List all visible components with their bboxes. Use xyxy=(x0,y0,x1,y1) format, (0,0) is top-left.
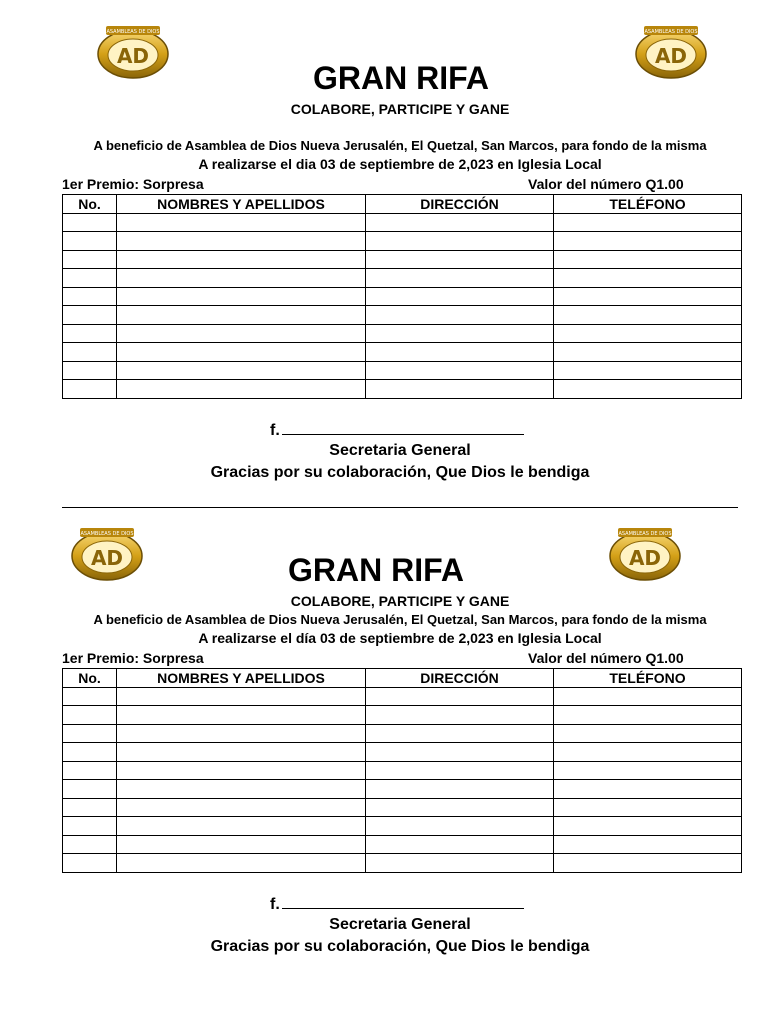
cell-names[interactable] xyxy=(117,287,366,306)
cell-names[interactable] xyxy=(117,854,366,873)
table-row xyxy=(63,250,742,269)
cell-number[interactable] xyxy=(63,287,117,306)
cell-names[interactable] xyxy=(117,743,366,762)
cell-number[interactable] xyxy=(63,250,117,269)
cell-phone[interactable] xyxy=(554,213,742,232)
cell-number[interactable] xyxy=(63,780,117,799)
svg-text:ASAMBLEAS DE DIOS: ASAMBLEAS DE DIOS xyxy=(644,29,698,35)
table-body xyxy=(63,687,742,872)
cell-names[interactable] xyxy=(117,250,366,269)
cell-names[interactable] xyxy=(117,361,366,380)
cell-number[interactable] xyxy=(63,361,117,380)
table-body xyxy=(63,213,742,398)
table-row xyxy=(63,761,742,780)
svg-text:ASAMBLEAS DE DIOS: ASAMBLEAS DE DIOS xyxy=(80,531,134,537)
cell-number[interactable] xyxy=(63,380,117,399)
cell-phone[interactable] xyxy=(554,250,742,269)
cell-address[interactable] xyxy=(366,835,554,854)
cell-phone[interactable] xyxy=(554,854,742,873)
column-header-phone: TELÉFONO xyxy=(554,669,742,688)
table-header-row xyxy=(63,669,742,688)
participants-table xyxy=(62,668,742,873)
cell-number[interactable] xyxy=(63,798,117,817)
svg-text:AD: AD xyxy=(654,44,688,68)
cell-phone[interactable] xyxy=(554,343,742,362)
table-row xyxy=(63,324,742,343)
signature-field[interactable] xyxy=(270,420,524,440)
cell-names[interactable] xyxy=(117,761,366,780)
event-date-text: A realizarse el día 03 de septiembre de 2,023 en Iglesia Local xyxy=(198,630,602,646)
signature-line[interactable] xyxy=(282,420,524,435)
table-row xyxy=(63,213,742,232)
cell-number[interactable] xyxy=(63,687,117,706)
cell-phone[interactable] xyxy=(554,269,742,288)
table-row xyxy=(63,706,742,725)
svg-text:ASAMBLEAS DE DIOS: ASAMBLEAS DE DIOS xyxy=(106,29,160,35)
participants-table xyxy=(62,194,742,399)
signature-prefix: f. xyxy=(270,422,280,439)
column-header-number: No. xyxy=(63,195,117,214)
cell-names[interactable] xyxy=(117,687,366,706)
table-row xyxy=(63,361,742,380)
cell-number[interactable] xyxy=(63,835,117,854)
cell-phone[interactable] xyxy=(554,306,742,325)
price-text: Valor del número Q1.00 xyxy=(528,176,684,192)
secretary-label: Secretaria General xyxy=(329,442,471,459)
secretary-label: Secretaria General xyxy=(329,916,471,933)
raffle-title: GRAN RIFA xyxy=(288,552,464,588)
cell-address[interactable] xyxy=(366,780,554,799)
cell-address[interactable] xyxy=(366,306,554,325)
cell-address[interactable] xyxy=(366,380,554,399)
column-header-number: No. xyxy=(63,669,117,688)
price-text: Valor del número Q1.00 xyxy=(528,650,684,666)
cell-address[interactable] xyxy=(366,798,554,817)
cell-number[interactable] xyxy=(63,817,117,836)
cell-names[interactable] xyxy=(117,343,366,362)
column-header-phone: TELÉFONO xyxy=(554,195,742,214)
svg-text:AD: AD xyxy=(90,546,124,570)
column-header-address: DIRECCIÓN xyxy=(366,195,554,214)
cell-names[interactable] xyxy=(117,724,366,743)
cell-number[interactable] xyxy=(63,213,117,232)
svg-text:AD: AD xyxy=(628,546,662,570)
cell-phone[interactable] xyxy=(554,232,742,251)
cell-names[interactable] xyxy=(117,269,366,288)
cell-address[interactable] xyxy=(366,761,554,780)
prize-text: 1er Premio: Sorpresa xyxy=(62,176,204,192)
cell-number[interactable] xyxy=(63,343,117,362)
table-row xyxy=(63,687,742,706)
cell-address[interactable] xyxy=(366,724,554,743)
cell-names[interactable] xyxy=(117,835,366,854)
svg-text:ASAMBLEAS DE DIOS: ASAMBLEAS DE DIOS xyxy=(618,531,672,537)
cell-names[interactable] xyxy=(117,798,366,817)
table-row xyxy=(63,798,742,817)
column-header-names: NOMBRES Y APELLIDOS xyxy=(117,669,366,688)
table-row xyxy=(63,724,742,743)
signature-prefix: f. xyxy=(270,896,280,913)
cell-address[interactable] xyxy=(366,232,554,251)
cell-address[interactable] xyxy=(366,324,554,343)
cell-names[interactable] xyxy=(117,232,366,251)
table-row xyxy=(63,854,742,873)
benefit-text: A beneficio de Asamblea de Dios Nueva Jerusalén, El Quetzal, San Marcos, para fondo de la misma xyxy=(93,612,707,627)
cell-address[interactable] xyxy=(366,343,554,362)
raffle-ticket-top xyxy=(0,0,768,480)
cell-names[interactable] xyxy=(117,380,366,399)
cell-phone[interactable] xyxy=(554,380,742,399)
cell-address[interactable] xyxy=(366,213,554,232)
cell-names[interactable] xyxy=(117,213,366,232)
signature-field[interactable] xyxy=(270,894,524,914)
raffle-subtitle: COLABORE, PARTICIPE Y GANE xyxy=(290,593,510,609)
raffle-title: GRAN RIFA xyxy=(313,60,489,96)
table-row xyxy=(63,835,742,854)
cell-number[interactable] xyxy=(63,706,117,725)
cell-address[interactable] xyxy=(366,706,554,725)
cell-names[interactable] xyxy=(117,306,366,325)
cell-number[interactable] xyxy=(63,761,117,780)
cell-number[interactable] xyxy=(63,854,117,873)
table-row xyxy=(63,780,742,799)
thanks-text: Gracias por su colaboración, Que Dios le bendiga xyxy=(210,938,590,955)
benefit-text: A beneficio de Asamblea de Dios Nueva Jerusalén, El Quetzal, San Marcos, para fondo de la misma xyxy=(93,138,707,153)
cell-number[interactable] xyxy=(63,232,117,251)
cell-address[interactable] xyxy=(366,269,554,288)
cell-address[interactable] xyxy=(366,361,554,380)
signature-line[interactable] xyxy=(282,894,524,909)
table-row xyxy=(63,343,742,362)
cell-phone[interactable] xyxy=(554,761,742,780)
cell-number[interactable] xyxy=(63,324,117,343)
raffle-subtitle: COLABORE, PARTICIPE Y GANE xyxy=(290,101,510,117)
cell-address[interactable] xyxy=(366,687,554,706)
table-row xyxy=(63,269,742,288)
table-row xyxy=(63,287,742,306)
cell-address[interactable] xyxy=(366,854,554,873)
cell-names[interactable] xyxy=(117,706,366,725)
cell-names[interactable] xyxy=(117,817,366,836)
prize-text: 1er Premio: Sorpresa xyxy=(62,650,204,666)
event-date-text: A realizarse el dia 03 de septiembre de 2,023 en Iglesia Local xyxy=(198,156,602,172)
cell-phone[interactable] xyxy=(554,724,742,743)
cell-names[interactable] xyxy=(117,324,366,343)
cell-phone[interactable] xyxy=(554,687,742,706)
cell-names[interactable] xyxy=(117,780,366,799)
cell-number[interactable] xyxy=(63,269,117,288)
table-row xyxy=(63,306,742,325)
cell-phone[interactable] xyxy=(554,743,742,762)
table-row xyxy=(63,232,742,251)
table-header-row xyxy=(63,195,742,214)
table-row xyxy=(63,817,742,836)
thanks-text: Gracias por su colaboración, Que Dios le bendiga xyxy=(210,464,590,481)
cell-phone[interactable] xyxy=(554,324,742,343)
cell-phone[interactable] xyxy=(554,798,742,817)
raffle-ticket-bottom xyxy=(0,474,768,954)
cell-phone[interactable] xyxy=(554,780,742,799)
cell-number[interactable] xyxy=(63,724,117,743)
cell-phone[interactable] xyxy=(554,287,742,306)
svg-text:AD: AD xyxy=(116,44,150,68)
cell-phone[interactable] xyxy=(554,817,742,836)
cell-number[interactable] xyxy=(63,743,117,762)
column-header-names: NOMBRES Y APELLIDOS xyxy=(117,195,366,214)
cell-address[interactable] xyxy=(366,743,554,762)
table-row xyxy=(63,743,742,762)
cell-phone[interactable] xyxy=(554,835,742,854)
cell-address[interactable] xyxy=(366,250,554,269)
cell-number[interactable] xyxy=(63,306,117,325)
cell-address[interactable] xyxy=(366,287,554,306)
cell-phone[interactable] xyxy=(554,706,742,725)
cell-address[interactable] xyxy=(366,817,554,836)
cell-phone[interactable] xyxy=(554,361,742,380)
column-header-address: DIRECCIÓN xyxy=(366,669,554,688)
table-row xyxy=(63,380,742,399)
